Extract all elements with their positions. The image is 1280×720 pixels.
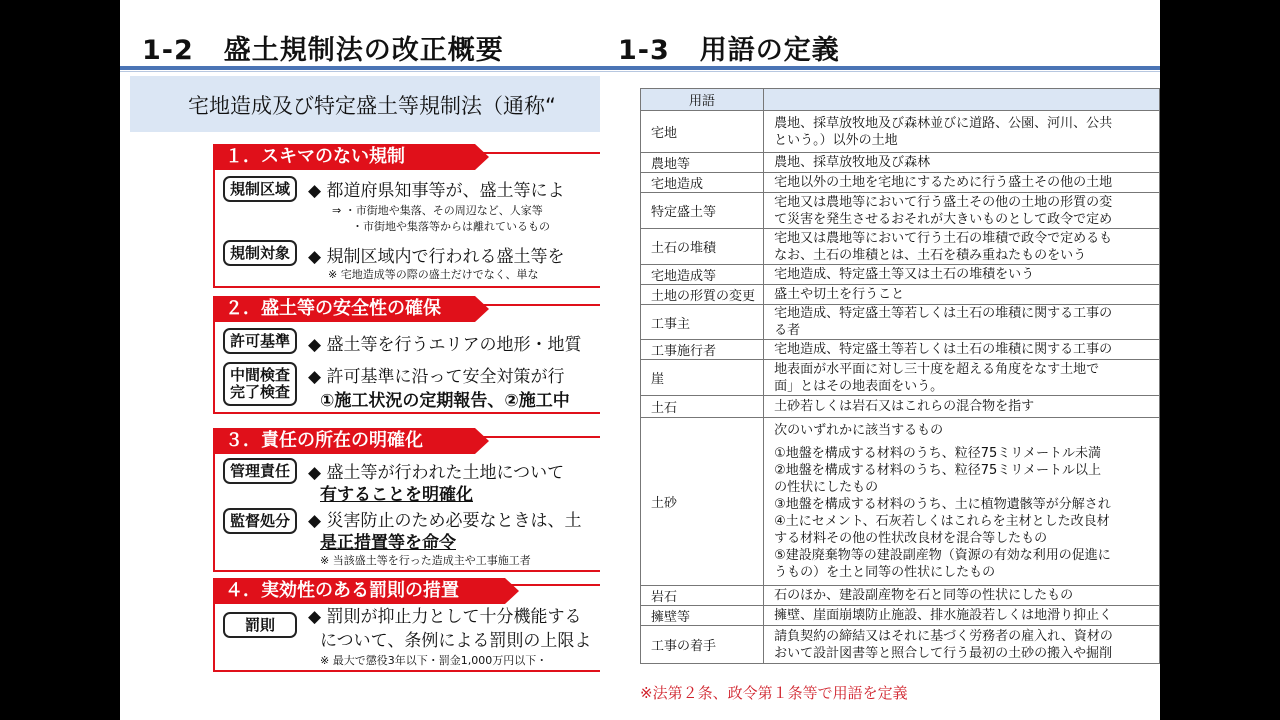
term-cell: 宅地 — [641, 111, 764, 153]
right-header — [618, 28, 840, 67]
slide — [120, 0, 1160, 720]
section-title-1: １．スキマのない規制 — [213, 144, 475, 170]
definition-cell — [764, 586, 1160, 606]
definition-line: ②地盤を構成する材料のうち、粒径75ミリメートル以上 — [774, 463, 1102, 478]
tag-management-responsibility: 管理責任 — [223, 458, 297, 484]
section1-item1-sub2: ・市街地や集落等からは離れているもの — [352, 220, 550, 233]
left-header-title: 盛土規制法の改正概要 — [223, 35, 504, 66]
definition-cell — [764, 229, 1160, 265]
section4-item1-line1: ◆ 罰則が抑止力として十分機能する — [308, 607, 582, 627]
definition-line: 宅地以外の土地を宅地にするために行う盛土その他の土地 — [774, 175, 1113, 190]
definition-cell — [764, 626, 1160, 664]
tag-penalties: 罰則 — [223, 612, 297, 638]
table-row — [641, 340, 1160, 360]
section1-item2-line1: ◆ 規制区域内で行われる盛土等を — [308, 247, 565, 267]
column-header-definition — [764, 89, 1160, 111]
left-header-number: 1-2 — [142, 35, 194, 66]
term-cell: 農地等 — [641, 153, 764, 173]
term-cell: 土石の堆積 — [641, 229, 764, 265]
table-row — [641, 418, 1160, 586]
tag-regulated-target: 規制対象 — [223, 240, 297, 266]
table-row — [641, 153, 1160, 173]
definition-cell — [764, 111, 1160, 153]
law-overview-panel — [120, 72, 600, 720]
definition-cell — [764, 153, 1160, 173]
table-header-row — [641, 89, 1160, 111]
definition-line: 擁壁、崖面崩壊防止施設、排水施設若しくは地滑り抑止く — [774, 608, 1113, 623]
definition-line: 面」とはその地表面をいう。 — [774, 378, 944, 394]
term-cell: 工事施行者 — [641, 340, 764, 360]
section2-item1-line1: ◆ 盛土等を行うエリアの地形・地質 — [308, 335, 582, 355]
section-title-2: ２．盛土等の安全性の確保 — [213, 296, 475, 322]
section-title-3: ３．責任の所在の明確化 — [213, 428, 475, 454]
definition-line: て災害を発生させるおそれが大きいものとして政令で定め — [774, 211, 1113, 227]
definition-line: ③地盤を構成する材料のうち、土に植物遺骸等が分解され — [774, 497, 1111, 512]
table-row — [641, 285, 1160, 305]
left-header — [142, 28, 504, 67]
definition-cell — [764, 305, 1160, 340]
header-divider — [120, 66, 1160, 70]
section2-item2-line1: ◆ 許可基準に沿って安全対策が行 — [308, 367, 565, 387]
section1-item2-sub1: ※ 宅地造成等の際の盛土だけでなく、単な — [328, 268, 539, 281]
section3-item2-sub1: ※ 当該盛土等を行った造成主や工事施工者 — [320, 554, 531, 567]
table-row — [641, 305, 1160, 340]
table-row — [641, 111, 1160, 153]
section1-item1-line1: ◆ 都道府県知事等が、盛土等によ — [308, 181, 565, 201]
definition-line: うもの）を土と同等の性状にしたもの — [774, 565, 996, 580]
definitions-body — [641, 111, 1160, 664]
definition-line: る者 — [774, 323, 801, 338]
definition-line: 宅地又は農地等において行う盛土その他の土地の形質の変 — [774, 194, 1113, 210]
term-cell: 岩石 — [641, 586, 764, 606]
definition-line: する材料その他の性状改良材を混合等したもの — [774, 531, 1048, 546]
definition-line: 農地、採草放牧地及び森林 — [774, 155, 931, 170]
definition-line: 宅地造成、特定盛土等若しくは土石の堆積に関する工事の — [774, 342, 1113, 357]
term-cell: 宅地造成等 — [641, 265, 764, 285]
definition-cell — [764, 360, 1160, 396]
term-cell: 土砂 — [641, 418, 764, 586]
term-cell: 特定盛土等 — [641, 193, 764, 229]
definition-line: 盛土や切土を行うこと — [774, 287, 905, 302]
table-row — [641, 229, 1160, 265]
section3-item2-line2: 是正措置等を命令 — [320, 533, 456, 553]
definition-line: の性状にしたもの — [774, 480, 879, 495]
definition-line: 宅地造成、特定盛土等若しくは土石の堆積に関する工事の — [774, 306, 1113, 321]
definition-cell — [764, 193, 1160, 229]
definition-line: 石のほか、建設副産物を石と同等の性状にしたもの — [774, 588, 1074, 603]
definitions-table — [640, 88, 1160, 664]
section3-item2-line1: ◆ 災害防止のため必要なときは、土 — [308, 511, 582, 531]
section1-item1-sub1: ⇒ ・市街地や集落、その周辺など、人家等 — [332, 204, 543, 217]
definition-line: 請負契約の締結又はそれに基づく労務者の雇入れ、資材の — [774, 628, 1113, 644]
term-cell: 崖 — [641, 360, 764, 396]
definition-line: ④土にセメント、石灰若しくはこれらを主材とした改良材 — [774, 514, 1110, 529]
section-title-4: ４．実効性のある罰則の措置 — [213, 578, 505, 604]
table-row — [641, 626, 1160, 664]
tag-supervisory-disposition: 監督処分 — [223, 508, 297, 534]
table-row — [641, 193, 1160, 229]
definition-line: ①地盤を構成する材料のうち、粒径75ミリメートル未満 — [774, 446, 1102, 461]
section3-item1-line2: 有することを明確化 — [320, 485, 473, 505]
tag-inspections: 中間検査 完了検査 — [223, 362, 297, 406]
right-header-title: 用語の定義 — [699, 35, 840, 66]
definition-cell — [764, 285, 1160, 305]
definition-cell — [764, 173, 1160, 193]
term-cell: 擁壁等 — [641, 606, 764, 626]
term-cell: 工事の着手 — [641, 626, 764, 664]
column-header-term: 用語 — [641, 89, 764, 111]
table-row — [641, 606, 1160, 626]
definition-cell — [764, 265, 1160, 285]
section4-item1-sub1: ※ 最大で懲役3年以下・罰金1,000万円以下・ — [320, 654, 548, 667]
table-row — [641, 586, 1160, 606]
tag-regulated-area: 規制区域 — [223, 176, 297, 202]
definition-line: 土砂若しくは岩石又はこれらの混合物を指す — [774, 399, 1035, 414]
section3-item1-line1: ◆ 盛土等が行われた土地について — [308, 463, 565, 483]
term-cell: 宅地造成 — [641, 173, 764, 193]
definition-line: という。）以外の土地 — [774, 132, 898, 148]
table-row — [641, 360, 1160, 396]
table-row — [641, 265, 1160, 285]
law-name-banner — [130, 76, 600, 132]
definition-line: 宅地造成、特定盛土等又は土石の堆積をいう — [774, 267, 1035, 282]
right-header-number: 1-3 — [618, 35, 670, 66]
term-cell: 土地の形質の変更 — [641, 285, 764, 305]
definition-cell — [764, 396, 1160, 418]
table-row — [641, 396, 1160, 418]
definition-cell — [764, 340, 1160, 360]
definition-line: 宅地又は農地等において行う土石の堆積で政令で定めるも — [774, 230, 1113, 246]
definition-line: ⑤建設廃棄物等の建設副産物（資源の有効な利用の促進に — [774, 548, 1111, 563]
term-cell: 土石 — [641, 396, 764, 418]
section4-item1-line2: について、条例による罰則の上限よ — [320, 631, 592, 651]
definition-line: 地表面が水平面に対し三十度を超える角度をなす土地で — [774, 361, 1100, 377]
law-name-text: 宅地造成及び特定盛土等規制法（通称“ — [188, 94, 556, 118]
section2-item2-line2: ①施工状況の定期報告、②施工中 — [320, 391, 570, 411]
definition-cell — [764, 606, 1160, 626]
definition-cell — [764, 418, 1160, 586]
definitions-panel — [640, 88, 1160, 688]
definition-line: おいて設計図書等と照合して行う最初の土砂の搬入や掘削 — [774, 645, 1113, 661]
tag-permit-criteria: 許可基準 — [223, 328, 297, 354]
term-cell: 工事主 — [641, 305, 764, 340]
table-row — [641, 173, 1160, 193]
definition-line: 農地、採草放牧地及び森林並びに道路、公園、河川、公共 — [774, 115, 1113, 131]
definition-line: なお、土石の堆積とは、土石を積み重ねたものをいう — [774, 247, 1087, 263]
definition-line: 次のいずれかに該当するもの — [774, 423, 944, 438]
definition-footnote: ※法第２条、政令第１条等で用語を定義 — [640, 684, 908, 702]
